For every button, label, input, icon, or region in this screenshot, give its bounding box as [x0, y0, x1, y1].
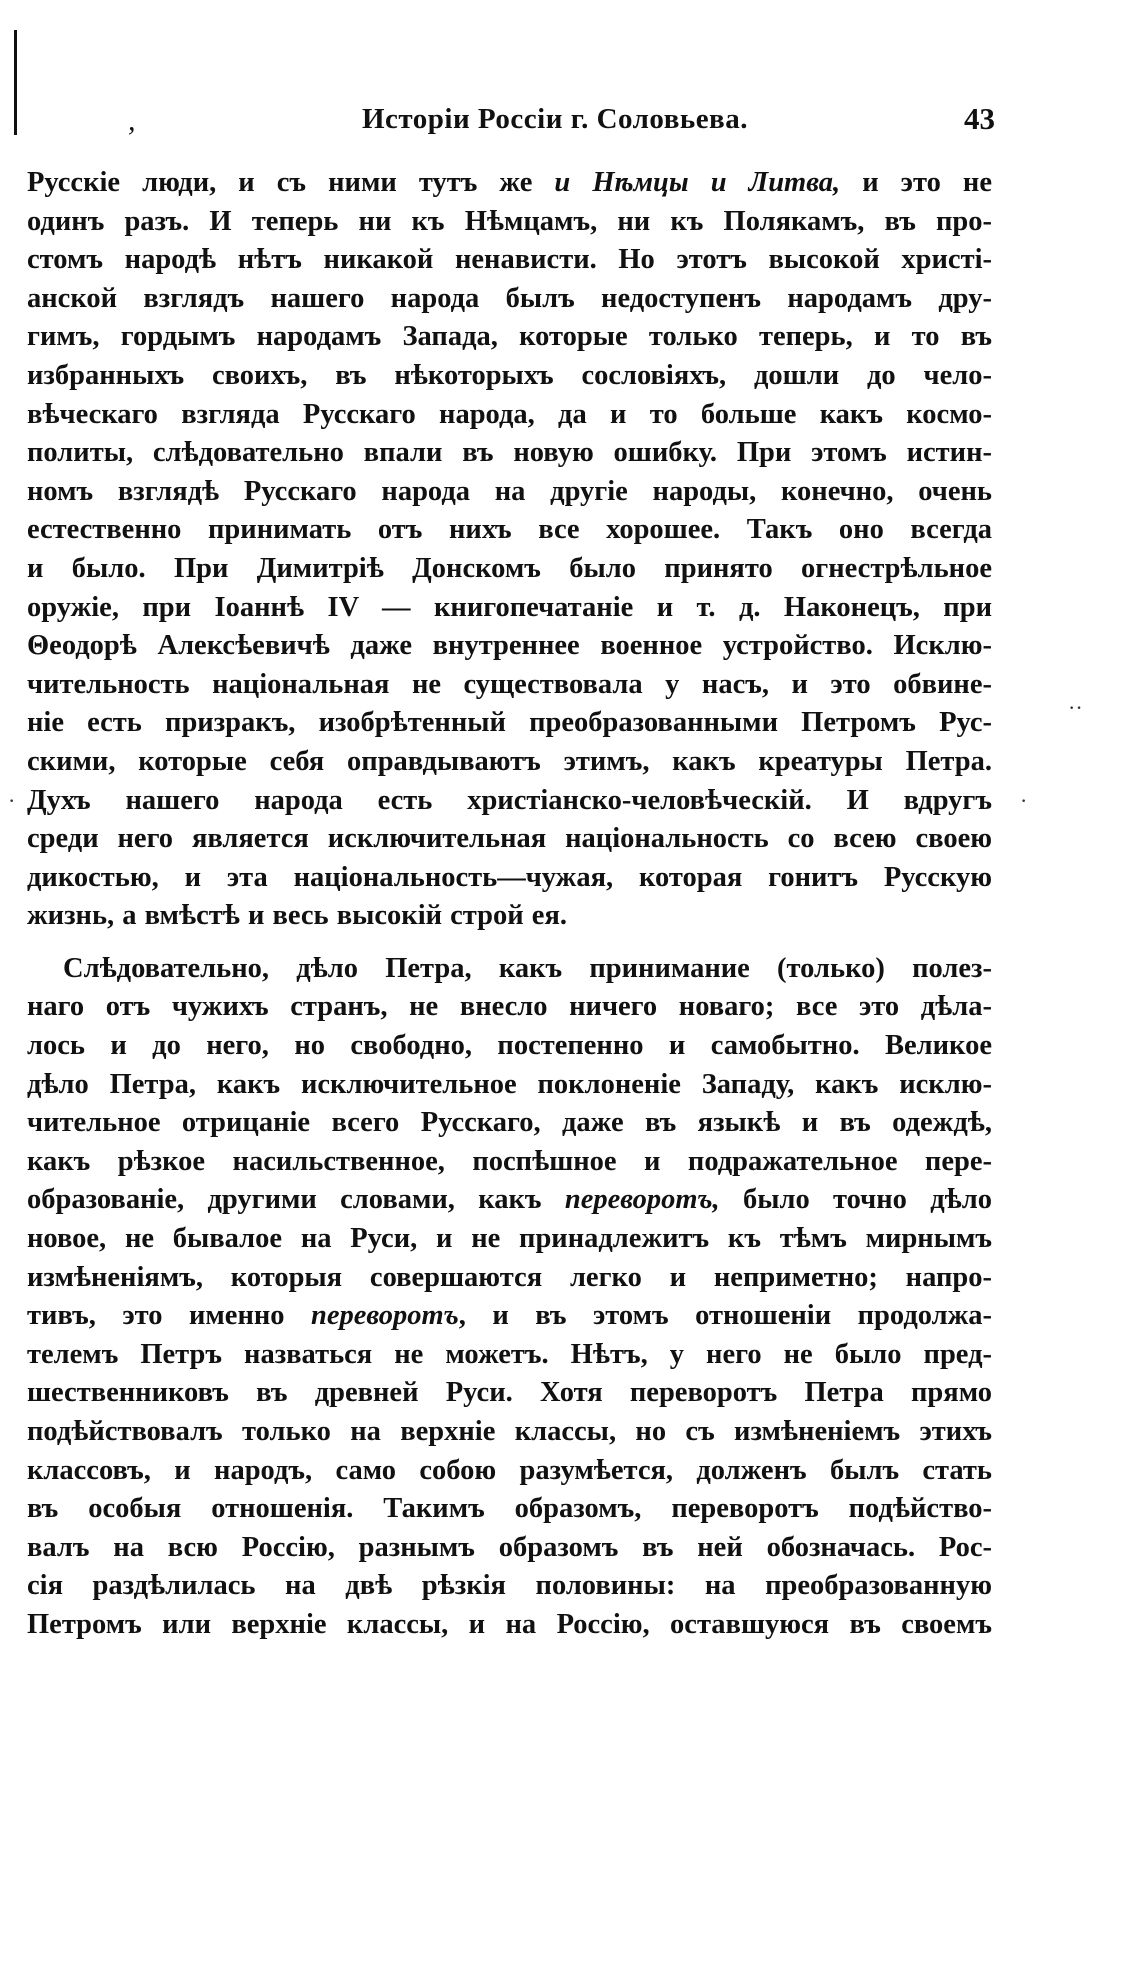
text-run: наго отъ чужихъ странъ, не внесло ничего новаго; все это дѣла-: [27, 991, 992, 1023]
text-run: чительное отрицанiе всего Русскаго, даже въ языкѣ и въ одеждѣ,: [27, 1107, 992, 1139]
text-run: телемъ Петръ назваться не можетъ. Нѣтъ, у него не было пред-: [27, 1338, 992, 1370]
text-line: [27, 1413, 992, 1452]
text-line: [27, 1374, 992, 1413]
margin-speck: ·: [1020, 788, 1028, 813]
text-line: [27, 1567, 992, 1606]
text-run: валъ на всю Россiю, разнымъ образомъ въ ней обозначась. Рос-: [27, 1531, 992, 1563]
text-line: [27, 1529, 992, 1568]
text-run: политы, слѣдовательно впали въ новую ошибку. При этомъ истин-: [27, 437, 992, 469]
text-line: [27, 859, 992, 898]
text-line: [27, 627, 992, 666]
text-run: дикостью, и эта нацiональность—чужая, которая гонитъ Русскую: [27, 861, 992, 893]
margin-speck: ·: [8, 788, 16, 813]
running-title: Исторiи Россiи г. Соловьева.: [362, 103, 748, 135]
margin-rule: [14, 30, 17, 135]
text-run: одинъ разъ. И теперь ни къ Нѣмцамъ, ни къ Полякамъ, въ про-: [27, 205, 992, 237]
text-line: [27, 589, 992, 628]
body-text: [27, 164, 992, 1645]
text-run: номъ взглядѣ Русскаго народа на другiе народы, конечно, очень: [27, 475, 992, 507]
text-line: [27, 1606, 992, 1645]
text-line: [27, 1220, 992, 1259]
text-run: и было. При Димитрiѣ Донскомъ было принято огнестрѣльное: [27, 552, 992, 584]
text-run: шественниковъ въ древней Руси. Хотя переворотъ Петра прямо: [27, 1377, 992, 1409]
text-line: [27, 1143, 992, 1182]
text-line: [27, 1181, 992, 1220]
text-line: [27, 396, 992, 435]
page-number: 43: [964, 101, 995, 136]
text-line: [27, 1336, 992, 1375]
text-line: [27, 434, 992, 473]
text-line: [27, 1259, 992, 1298]
paragraph: [27, 164, 992, 936]
emphasis-run: переворотъ,: [564, 1184, 720, 1216]
text-run: было точно дѣло: [719, 1184, 992, 1216]
text-run: вѣческаго взгляда Русскаго народа, да и то больше какъ космо-: [27, 398, 992, 430]
text-run: Русскiе люди, и съ ними тутъ же: [27, 167, 555, 198]
text-run: какъ рѣзкое насильственное, поспѣшное и подражательное пере-: [27, 1145, 992, 1177]
text-run: скими, которые себя оправдываютъ этимъ, какъ креатуры Петра.: [27, 745, 992, 777]
emphasis-run: и Нѣмцы и Литва,: [554, 167, 841, 198]
text-run: подѣйствовалъ только на верхнiе классы, но съ измѣненiемъ этихъ: [27, 1416, 992, 1447]
text-line: [27, 511, 992, 550]
text-line: [27, 1297, 992, 1336]
text-run: естественно принимать отъ нихъ все хорошее. Такъ оно всегда: [27, 514, 992, 546]
text-run: среди него является исключительная нацiональность со всею своею: [27, 823, 992, 855]
text-run: дѣло Петра, какъ исключительное поклоненiе Западу, какъ исклю-: [27, 1068, 992, 1100]
text-run: новое, не бывалое на Руси, и не принадлежитъ къ тѣмъ мирнымъ: [27, 1223, 992, 1255]
emphasis-run: переворотъ: [311, 1300, 459, 1332]
text-line: [27, 1452, 992, 1491]
paragraph: [27, 950, 992, 1645]
text-run: чительность нацiональная не существовала у насъ, и это обвине-: [27, 668, 992, 700]
text-run: классовъ, и народъ, само собою разумѣется, долженъ былъ стать: [27, 1454, 992, 1486]
text-line: [27, 1490, 992, 1529]
text-run: сiя раздѣлилась на двѣ рѣзкiя половины: на преобразованную: [27, 1570, 992, 1602]
text-run: жизнь, а вмѣстѣ и весь высокiй строй ея.: [27, 900, 567, 932]
margin-speck: ··: [1068, 695, 1083, 720]
text-line: [27, 164, 992, 203]
text-run: лось и до него, но свободно, постепенно и самобытно. Великое: [27, 1030, 992, 1062]
text-run: оружiе, при Iоаннѣ IV — книгопечатанiе и т. д. Наконецъ, при: [27, 591, 992, 623]
text-line: [27, 1027, 992, 1066]
text-run: тивъ, это именно: [27, 1300, 312, 1332]
text-line: [27, 473, 992, 512]
text-line: [27, 1104, 992, 1143]
text-run: избранныхъ своихъ, въ нѣкоторыхъ сословiяхъ, дошли до чело-: [27, 359, 992, 391]
text-line: [27, 203, 992, 242]
text-line: [27, 704, 992, 743]
text-run: и это не: [840, 167, 992, 198]
page-header: [115, 98, 995, 148]
text-run: Духъ нашего народа есть христiанско-человѣческiй. И вдругъ: [27, 784, 992, 816]
text-line: [27, 318, 992, 357]
text-line: [27, 782, 992, 821]
text-line: [27, 280, 992, 319]
text-run: въ особыя отношенiя. Такимъ образомъ, переворотъ подѣйство-: [27, 1493, 992, 1525]
text-line: [27, 820, 992, 859]
text-line: [27, 743, 992, 782]
text-run: Петромъ или верхнiе классы, и на Россiю, оставшуюся въ своемъ: [27, 1608, 992, 1640]
text-run: анской взглядъ нашего народа былъ недоступенъ народамъ дру-: [27, 282, 992, 314]
text-run: , и въ этомъ отношенiи продолжа-: [458, 1300, 993, 1332]
text-run: Слѣдовательно, дѣло Петра, какъ принимание (только) полез-: [63, 952, 992, 984]
text-line: [27, 550, 992, 589]
text-run: стомъ народѣ нѣтъ никакой ненависти. Но этотъ высокой христi-: [27, 244, 992, 276]
text-line: [27, 897, 992, 936]
text-line: [27, 241, 992, 280]
text-line: [27, 950, 992, 989]
text-run: гимъ, гордымъ народамъ Запада, которые только теперь, и то въ: [27, 321, 992, 353]
text-run: Θеодорѣ Алексѣевичѣ даже внутреннее военное устройство. Исклю-: [27, 630, 992, 662]
text-run: измѣненiямъ, которыя совершаются легко и неприметно; напро-: [27, 1261, 992, 1293]
text-line: [27, 1066, 992, 1105]
text-run: образованiе, другими словами, какъ: [27, 1184, 565, 1216]
paragraph-gap: [27, 936, 992, 950]
text-run: нiе есть призракъ, изобрѣтенный преобразованными Петромъ Рус-: [27, 707, 992, 739]
text-line: [27, 988, 992, 1027]
text-line: [27, 666, 992, 705]
text-line: [27, 357, 992, 396]
header-mark: ,: [128, 104, 136, 137]
